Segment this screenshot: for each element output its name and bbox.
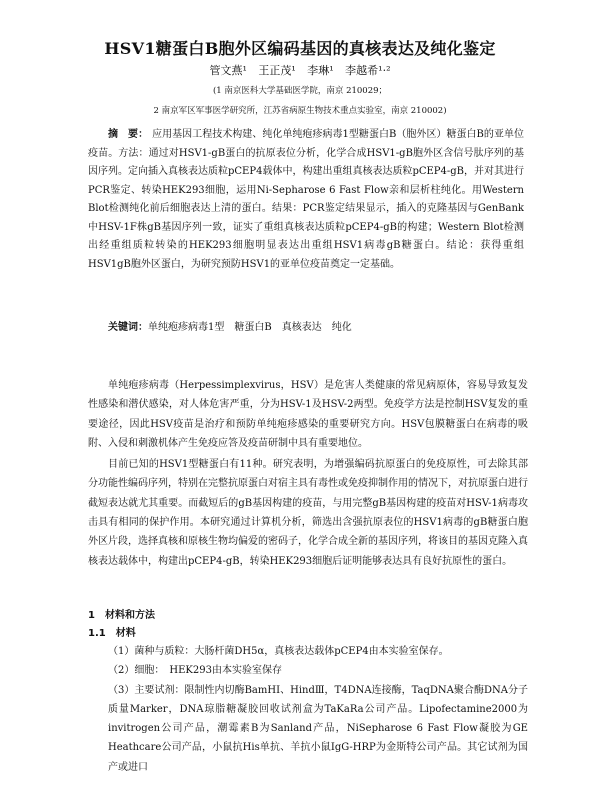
author-list: 管文燕¹ 王正茂¹ 李琳¹ 李越希¹·² bbox=[209, 64, 391, 77]
materials-item-2: （2）细胞： HEK293由本实验室保存 bbox=[108, 665, 282, 677]
paper-title: HSV1糖蛋白B胞外区编码基因的真核表达及纯化鉴定 bbox=[104, 39, 496, 58]
materials-list bbox=[88, 642, 528, 777]
affiliation-1: (1 南京医科大学基础医学院，南京 210029； bbox=[212, 86, 388, 96]
subsection-heading-materials: 1.1 材料 bbox=[88, 628, 136, 639]
keywords-text: 单纯疱疹病毒1型 糖蛋白B 真核表达 纯化 bbox=[148, 322, 352, 333]
keywords-label: 关键词： bbox=[108, 322, 148, 333]
keywords bbox=[108, 318, 524, 333]
intro-paragraph-2: 目前已知的HSV1型糖蛋白有11种。研究表明，为增强编码抗原蛋白的免疫原性，可去除其部分功能性编码序列，特别在完整抗原蛋白对宿主具有毒性或免疫抑制作用的情况下，对抗原蛋白进行截短表达就尤其重要。而截短后的gB基因构建的疫苗，与用完整gB基因构建的疫苗对HSV-1病毒攻击具有相同的保护作用。本研究通过计算机分析，筛选出含强抗原表位的HSV1病毒的gB糖蛋白胞外区片段，选择真核和原核生物均偏爱的密码子，化学合成全新的基因序列，将该目的基因克隆入真核表达载体中，构建出pCEP4-gB，转染HEK293细胞后证明能够表达具有良好抗原性的蛋白。 bbox=[88, 459, 528, 567]
materials-item-3: （3）主要试剂：限制性内切酶BamHⅠ、HindⅢ，T4DNA连接酶，TaqDNA聚合酶DNA分子质量Marker，DNA琼脂糖凝胶回收试剂盒为TaKaRa公司产品。Lipofectamine2000为invitrogen公司产品，潮霉素B为Sanland产品，NiSepharose 6 Fast Flow凝胶为GE Heathcare公司产品，小鼠抗His单抗、羊抗小鼠IgG-HRP为金斯特公司产品。其它试剂为国产或进口 bbox=[108, 684, 528, 773]
abstract-text: 应用基因工程技术构建、纯化单纯疱疹病毒1型糖蛋白B（胞外区）糖蛋白B的亚单位疫苗。方法：通过对HSV1-gB蛋白的抗原表位分析，化学合成HSV1-gB胞外区含信号肽序列的基因序列。定向插入真核表达质粒pCEP4载体中，构建出重组真核表达质粒pCEP4-gB，并对其进行PCR鉴定、转染HEK293细胞，运用Ni-Sepharose 6 Fast Flow亲和层析柱纯化。用Western Blot检测纯化前后细胞表达上清的蛋白。结果：PCR鉴定结果显示，插入的克隆基因与GenBank中HSV-1F株gB基因序列一致，证实了重组真核表达质粒pCEP4-gB的构建；Western Blot检测出经重组质粒转染的HEK293细胞明显表达出重组HSV1病毒gB糖蛋白。结论：获得重组HSV1gB胞外区蛋白，为研究预防HSV1的亚单位疫苗奠定一定基础。 bbox=[88, 129, 525, 270]
materials-item-1: （1）菌种与质粒：大肠杆菌DH5α，真核表达载体pCEP4由本实验室保存。 bbox=[108, 646, 449, 657]
section-heading-materials-methods: 1 材料和方法 bbox=[88, 610, 155, 621]
affiliation-2: 2 南京军区军事医学研究所，江苏省病原生物技术重点实验室，南京 210002) bbox=[153, 106, 447, 116]
introduction bbox=[88, 376, 528, 571]
abstract bbox=[88, 126, 524, 274]
intro-paragraph-1: 单纯疱疹病毒（Herpessimplexvirus，HSV）是危害人类健康的常见病原体，容易导致复发性感染和潜伏感染，对人体危害严重，分为HSV-1及HSV-2两型。免疫学方法是控制HSV复发的重要途径，因此HSV疫苗是治疗和预防单纯疱疹感染的重要研究方向。HSV包膜糖蛋白在病毒的吸附、入侵和刺激机体产生免疫应答及疫苗研制中具有重要地位。 bbox=[88, 380, 528, 449]
abstract-label: 摘 要： bbox=[108, 129, 149, 140]
